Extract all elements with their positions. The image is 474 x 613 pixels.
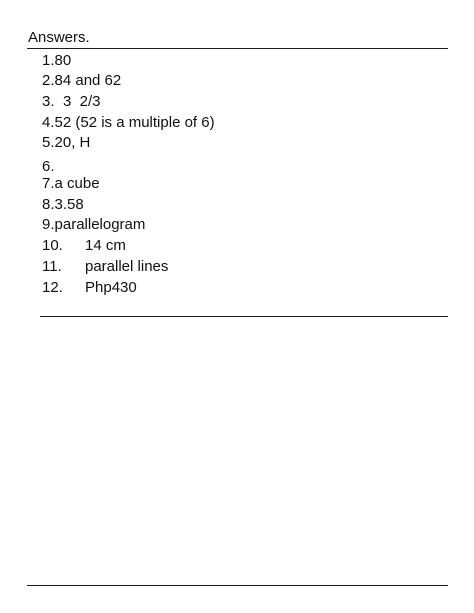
answer-item-12 — [42, 279, 137, 297]
answer-item-5 — [42, 134, 90, 152]
answer-number: 3. — [42, 93, 55, 110]
top-divider — [27, 48, 448, 49]
answer-item-6 — [42, 158, 55, 176]
answer-item-9 — [42, 216, 145, 234]
answer-text: 80 — [54, 52, 72, 69]
answer-item-7 — [42, 175, 100, 193]
answer-text: 3.58 — [54, 196, 84, 213]
answer-item-10 — [42, 237, 126, 255]
answer-number: 7. — [42, 175, 55, 192]
answer-number: 6. — [42, 158, 55, 175]
answer-text: 3 2/3 — [63, 93, 101, 110]
answer-item-1 — [42, 52, 71, 70]
answer-text: parallelogram — [54, 216, 146, 233]
answer-text: 14 cm — [85, 237, 126, 254]
answer-number: 4. — [42, 114, 55, 131]
answer-text: parallel lines — [85, 258, 169, 275]
answer-text: 84 and 62 — [54, 72, 122, 89]
answer-item-8 — [42, 196, 84, 214]
answer-text: a cube — [54, 175, 100, 192]
answer-number: 1. — [42, 52, 55, 69]
answer-text: 20, H — [54, 134, 91, 151]
answer-number: 8. — [42, 196, 55, 213]
answer-text: 52 (52 is a multiple of 6) — [54, 114, 215, 131]
answers-heading: Answers. — [28, 29, 90, 46]
middle-divider — [40, 316, 448, 317]
bottom-divider — [27, 585, 448, 586]
answer-number: 12. — [42, 279, 63, 296]
answer-number: 10. — [42, 237, 63, 254]
answer-number: 5. — [42, 134, 55, 151]
answer-item-4 — [42, 114, 215, 132]
answer-number: 11. — [42, 258, 62, 275]
answer-number: 9. — [42, 216, 55, 233]
answer-item-2 — [42, 72, 121, 90]
answer-text: Php430 — [85, 279, 137, 296]
answer-item-3 — [42, 93, 101, 111]
answer-item-11 — [42, 258, 168, 276]
answer-number: 2. — [42, 72, 55, 89]
